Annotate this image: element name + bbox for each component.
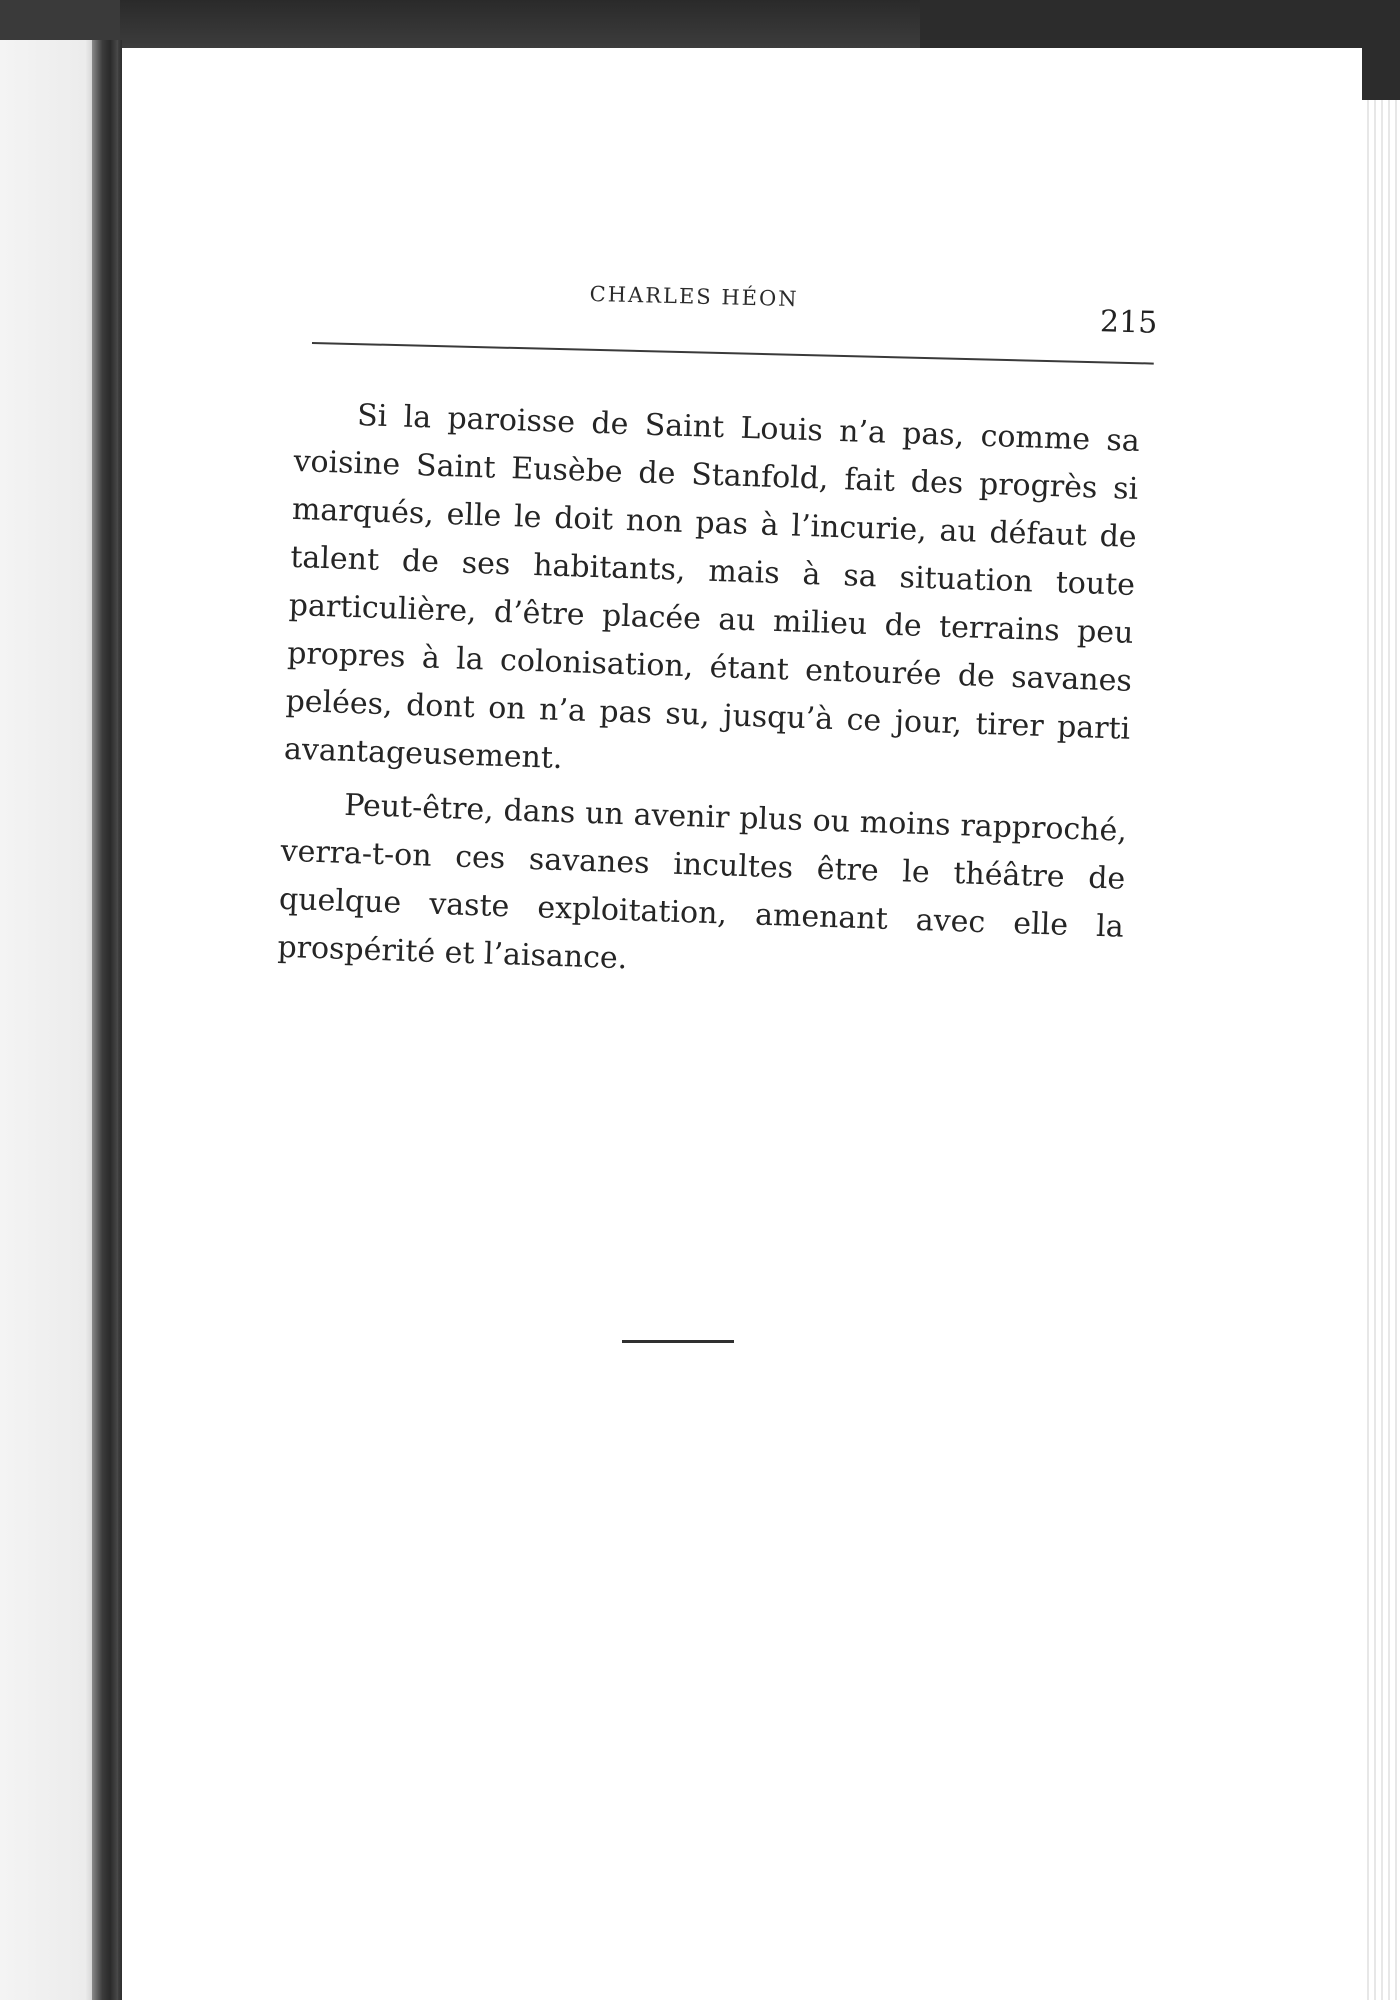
paragraph: Si la paroisse de Saint Louis n’a pas, comme sa voisine Saint Eusèbe de Stanfold, fait des progrès si marqués, elle le doit non pas à l’incurie, au défaut de talent de ses habitants, mais à sa situation toute particulière, d’être placée au milieu de terrains peu propres à la colonisation, étant entourée de savanes pelées, dont on n’a pas su, jusqu’à ce jour, tirer parti avantageusement. [283,398,1141,777]
paragraph: Peut-être, dans un avenir plus ou moins rapproché, verra-t-on ces savanes incultes être le théâtre de quelque vaste exploitation, amenant avec elle la prospérité et l’aisance. [276,787,1128,977]
book-page [122,48,1362,2000]
end-of-chapter-rule [622,1340,734,1343]
running-header: CHARLES HÉON [589,282,799,312]
page-stack-edge [1362,100,1400,2000]
book-binding-edge [92,40,118,2000]
page-number: 215 [1099,304,1158,341]
body-text [277,390,1141,1000]
